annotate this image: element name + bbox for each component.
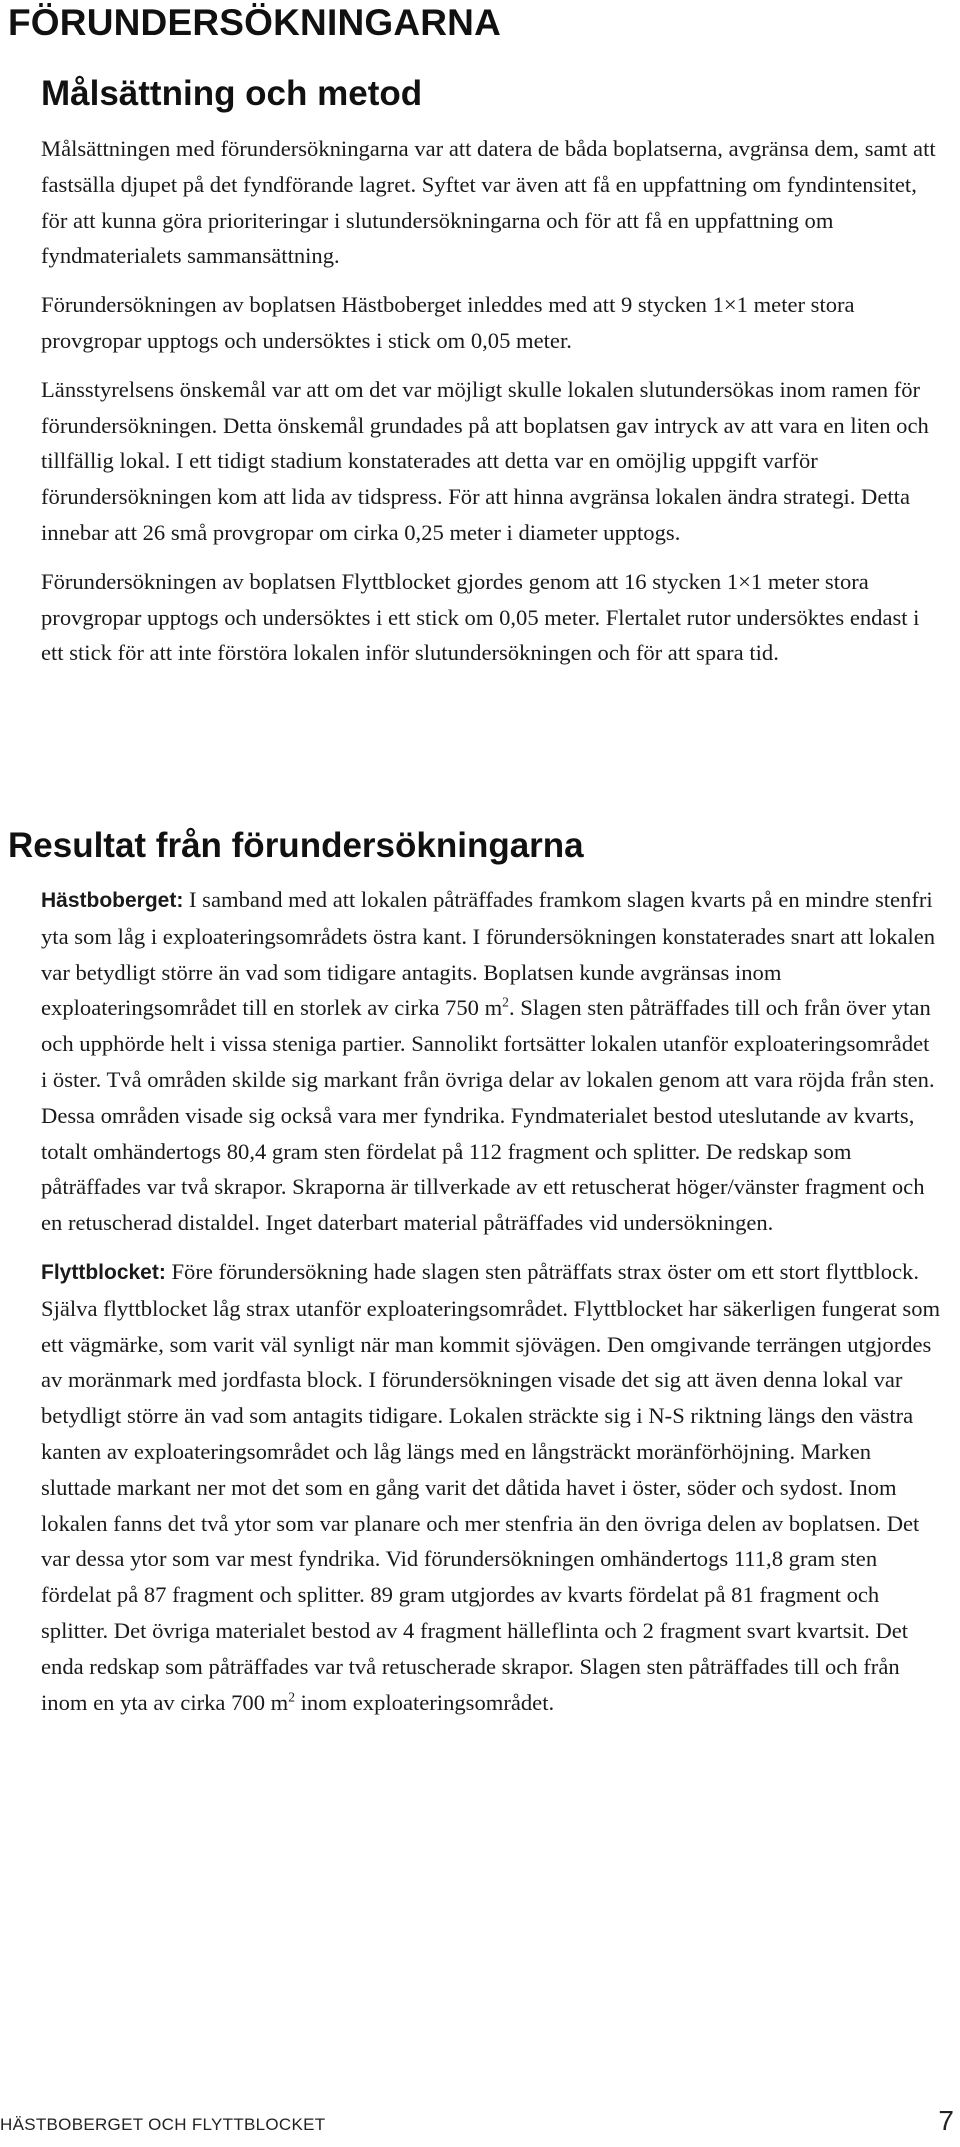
running-footer-title: HÄSTBOBERGET OCH FLYTTBLOCKET <box>0 2115 326 2134</box>
paragraph-flyttblocket-method: Förundersökningen av boplatsen Flyttblocket gjordes genom att 16 stycken 1×1 meter stora provgropar upptogs och undersöktes i ett stick om 0,05 meter. Flertalet rutor undersöktes endast i ett stick för att inte förstöra lokalen inför slutundersökningen och för att spara tid. <box>41 568 920 666</box>
flyttblocket-superscript: 2 <box>288 1689 295 1704</box>
flyttblocket-text-1: Före förundersökning hade slagen sten påträffats strax öster om ett stort flyttblock. Själva flyttblocket låg strax utanför exploateringsområdet. Flyttblocket har säkerligen fungerat som ett vägmärke, som varit väl synligt när man kommit sjövägen. Den omgivande terrängen utgjordes av moränmark med jordfasta block. I förundersökningen visade det sig att även denna lokal var betydligt större än vad som antagits tidigare. Lokalen sträckte sig i N-S riktning längs den västra kanten av exploateringsområdet och låg längs med en långsträckt moränförhöjning. Marken sluttade markant ner mot det som en gång varit det dåtida havet i öster, söder och sydost. Inom lokalen fanns det två ytor som var planare och mer stenfria än den övriga delen av boplatsen. Det var dessa ytor som var mest fyndrika. Vid förundersökningen omhändertogs 111,8 gram sten fördelat på 87 fragment och splitter. 89 gram utgjordes av kvarts fördelat på 81 fragment och splitter. Det övriga materialet bestod av 4 fragment hälleflinta och 2 fragment svart kvartsit. Det enda redskap som påträffades var två retuscherade skrapor. Slagen sten påträffades till och från inom en yta av cirka 700 m <box>41 1258 941 1715</box>
chapter-title: FÖRUNDERSÖKNINGARNA <box>8 2 502 43</box>
section-resultat-body <box>41 882 941 1733</box>
section-malsattning-body <box>41 131 941 684</box>
page-number: 7 <box>938 2105 954 2136</box>
section-heading-malsattning: Målsättning och metod <box>41 74 423 113</box>
flyttblocket-text-2: inom exploateringsområdet. <box>295 1689 555 1715</box>
section-heading-resultat: Resultat från förundersökningarna <box>8 826 584 865</box>
hastboberget-superscript: 2 <box>502 994 509 1010</box>
hastboberget-text-1: I samband med att lokalen påträffades framkom slagen kvarts på en mindre stenfri yta som låg i exploateringsområdets östra kant. I förundersökningen konstaterades snart att lokalen var betydligt större än vad som tidigare antagits. Boplatsen kunde avgränsas inom exploateringsområdet till en storlek av cirka 750 m <box>41 887 936 1021</box>
lead-flyttblocket: Flyttblocket: <box>41 1260 166 1284</box>
hastboberget-text-2: . Slagen sten påträffades till och från över ytan och upphörde helt i vissa steniga partier. Sannolikt fortsätter lokalen utanför exploateringsområdet i öster. Två områden skilde sig markant från övriga delar av lokalen genom att vara röjda från sten. Dessa områden visade sig också vara mer fyndrika. Fyndmaterialet bestod uteslutande av kvarts, totalt omhändertogs 80,4 gram sten fördelat på 112 fragment och splitter. De redskap som påträffades var två skrapor. Skraporna är tillverkade av ett retuscherat höger/vänster fragment och en retuscherad distaldel. Inget daterbart material påträffades vid undersökningen. <box>41 995 935 1236</box>
paragraph-hastboberget-result <box>41 882 941 1241</box>
paragraph-flyttblocket-result <box>41 1254 941 1720</box>
paragraph-hastboberget-method: Förundersökningen av boplatsen Hästboberget inleddes med att 9 stycken 1×1 meter stora provgropar upptogs och undersöktes i stick om 0,05 meter. <box>41 292 855 353</box>
paragraph-lansstyrelsen: Länsstyrelsens önskemål var att om det var möjligt skulle lokalen slutundersökas inom ramen för förundersökningen. Detta önskemål grundades på att boplatsen gav intryck av att vara en liten och tillfällig lokal. I ett tidigt stadium konstaterades att detta var en omöjlig uppgift varför förundersökningen kom att lida av tidspress. För att hinna avgränsa lokalen ändra strategi. Detta innebar att 26 små provgropar om cirka 0,25 meter i diameter upptogs. <box>41 376 929 545</box>
lead-hastboberget: Hästboberget: <box>41 889 184 912</box>
paragraph-malsattning: Målsättningen med förundersökningarna var att datera de båda boplatserna, avgränsa dem, samt att fastsälla djupet på det fyndförande lagret. Syftet var även att få en uppfattning om fyndintensitet, för att kunna göra prioriteringar i slutundersökningarna och för att få en uppfattning om fyndmaterialets sammansättning. <box>41 136 936 269</box>
